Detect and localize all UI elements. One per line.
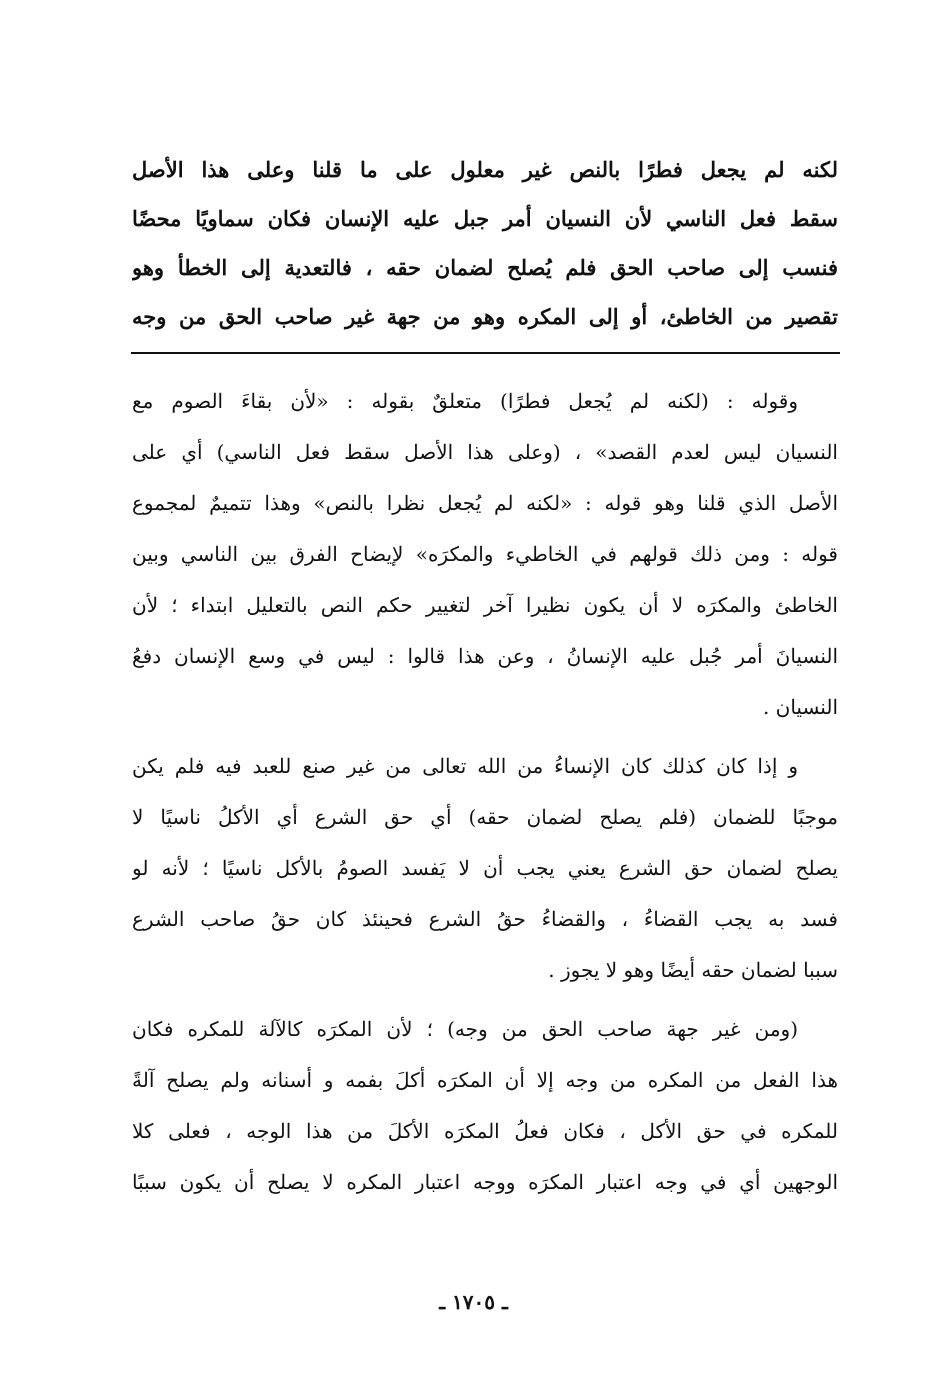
main-text-line: سقط فعل الناسي لأن النسيان أمر جبل عليه الإنسان فكان سماويًا محضًا xyxy=(132,206,838,231)
main-text-line: لكنه لم يجعل فطرًا بالنص غير معلول على ما قلنا وعلى هذا الأصل xyxy=(132,157,838,182)
main-text-line: تقصير من الخاطئ، أو إلى المكره وهو من جهة غير صاحب الحق من وجه xyxy=(132,304,838,329)
commentary-line: النسيانَ أمر جُبل عليه الإنسانُ ، وعن هذا قالوا : ليس في وسع الإنسان دفعُ xyxy=(132,644,838,668)
main-text-block xyxy=(132,145,838,341)
page-number: ـ ١٧٠٥ ـ xyxy=(439,1290,508,1314)
page-footer xyxy=(0,1290,947,1314)
commentary-line: الخاطئ والمكرَه لا أن يكون نظيرا آخر لتغيير حكم النص بالتعليل ابتداء ؛ لأن xyxy=(132,593,838,617)
commentary-line: فسد به يجب القضاءُ ، والقضاءُ حقُ الشرع فحينئذ كان حقُ صاحب الشرع xyxy=(132,907,838,931)
commentary-line: النسيان ليس لعدم القصد» ، (وعلى هذا الأصل سقط فعل الناسي) أي على xyxy=(132,440,838,464)
commentary-line: وقوله : (لكنه لم يُجعل فطرًا) متعلقٌ بقوله : «لأن بقاءَ الصوم مع xyxy=(132,389,798,413)
commentary-paragraph xyxy=(132,376,838,733)
commentary-line: يصلح لضمان حق الشرع يعني يجب أن لا يَفسد الصومُ بالأكل ناسيًا ؛ لأنه لو xyxy=(132,856,838,880)
commentary-line: سببا لضمان حقه أيضًا وهو لا يجوز . xyxy=(548,958,838,982)
commentary-paragraph xyxy=(132,741,838,996)
commentary-block xyxy=(132,376,838,1208)
commentary-line: النسيان . xyxy=(762,695,838,719)
commentary-line: الوجهين أي في وجه اعتبار المكرَه ووجه اعتبار المكره لا يصلح أن يكون سببًا xyxy=(132,1170,838,1194)
main-text-line: فنسب إلى صاحب الحق فلم يُصلح لضمان حقه ، فالتعدية إلى الخطأ وهو xyxy=(132,255,838,280)
commentary-line: الأصل الذي قلنا وهو قوله : «لكنه لم يُجعل نظرا بالنص» وهذا تتميمٌ لمجموع xyxy=(132,491,838,515)
commentary-line: للمكره في حق الأكل ، فكان فعلُ المكرَه الأكلَ من هذا الوجه ، فعلى كلا xyxy=(132,1119,838,1143)
commentary-line: قوله : ومن ذلك قولهم في الخاطيء والمكرَه» لإيضاح الفرق بين الناسي وبين xyxy=(132,542,838,566)
commentary-line: موجبًا للضمان (فلم يصلح لضمان حقه) أي حق الشرع أي الأكلُ ناسيًا لا xyxy=(132,805,838,829)
commentary-paragraph xyxy=(132,1004,838,1208)
commentary-line: هذا الفعل من المكره من وجه إلا أن المكرَه أكلَ بفمه و أسنانه ولم يصلح آلةً xyxy=(132,1068,838,1092)
commentary-line: و إذا كان كذلك كان الإنساءُ من الله تعالى من غير صنع للعبد فيه فلم يكن xyxy=(132,754,798,778)
section-divider xyxy=(131,352,840,354)
commentary-line: (ومن غير جهة صاحب الحق من وجه) ؛ لأن المكرَه كالآلة للمكره فكان xyxy=(132,1017,798,1041)
